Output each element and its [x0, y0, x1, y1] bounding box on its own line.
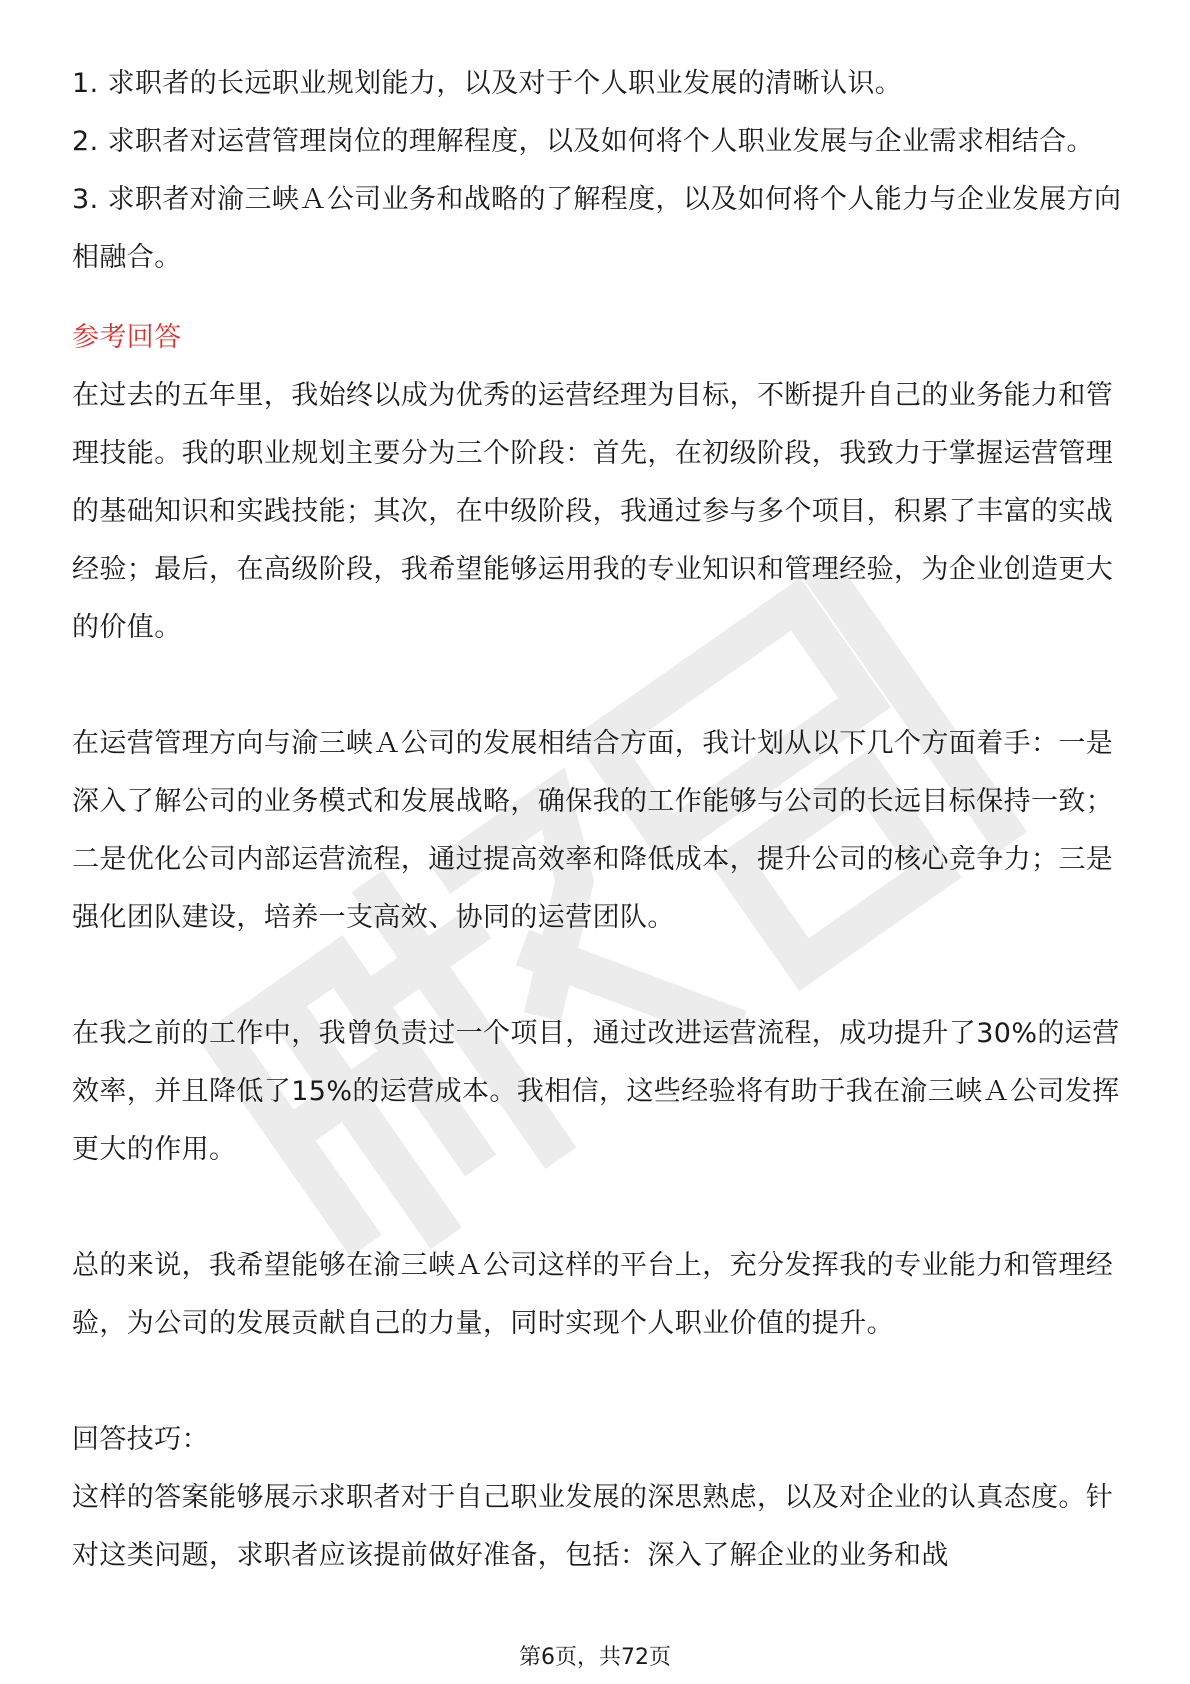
reference-heading: 参考回答 [72, 322, 182, 353]
document-body [72, 55, 1122, 1585]
list-item: 3. 求职者对渝三峡Ａ公司业务和战略的了解程度，以及如何将个人能力与企业发展方向相融合。 [72, 184, 1122, 273]
answer-paragraph: 总的来说，我希望能够在渝三峡Ａ公司这样的平台上，充分发挥我的专业能力和管理经验，为公司的发展贡献自己的力量，同时实现个人职业价值的提升。 [72, 1250, 1114, 1339]
answer-paragraph: 在过去的五年里，我始终以成为优秀的运营经理为目标，不断提升自己的业务能力和管理技能。我的职业规划主要分为三个阶段：首先，在初级阶段，我致力于掌握运营管理的基础知识和实践技能；其次，在中级阶段，我通过参与多个项目，积累了丰富的实战经验；最后，在高级阶段，我希望能够运用我的专业知识和管理经验，为企业创造更大的价值。 [72, 380, 1114, 643]
page-number-footer: 第6页，共72页 [519, 1645, 671, 1670]
tips-heading: 回答技巧： [72, 1424, 209, 1455]
list-item: 2. 求职者对运营管理岗位的理解程度，以及如何将个人职业发展与企业需求相结合。 [72, 126, 1094, 157]
answer-paragraph: 在运营管理方向与渝三峡Ａ公司的发展相结合方面，我计划从以下几个方面着手：一是深入了解公司的业务模式和发展战略，确保我的工作能够与公司的长远目标保持一致；二是优化公司内部运营流程，通过提高效率和降低成本，提升公司的核心竞争力；三是强化团队建设，培养一支高效、协同的运营团队。 [72, 728, 1114, 933]
answer-paragraph: 在我之前的工作中，我曾负责过一个项目，通过改进运营流程，成功提升了30%的运营效率，并且降低了15%的运营成本。我相信，这些经验将有助于我在渝三峡Ａ公司发挥更大的作用。 [72, 1018, 1120, 1165]
list-item: 1. 求职者的长远职业规划能力，以及对于个人职业发展的清晰认识。 [72, 68, 903, 99]
tips-text: 这样的答案能够展示求职者对于自己职业发展的深思熟虑，以及对企业的认真态度。针对这类问题，求职者应该提前做好准备，包括：深入了解企业的业务和战 [72, 1482, 1114, 1571]
